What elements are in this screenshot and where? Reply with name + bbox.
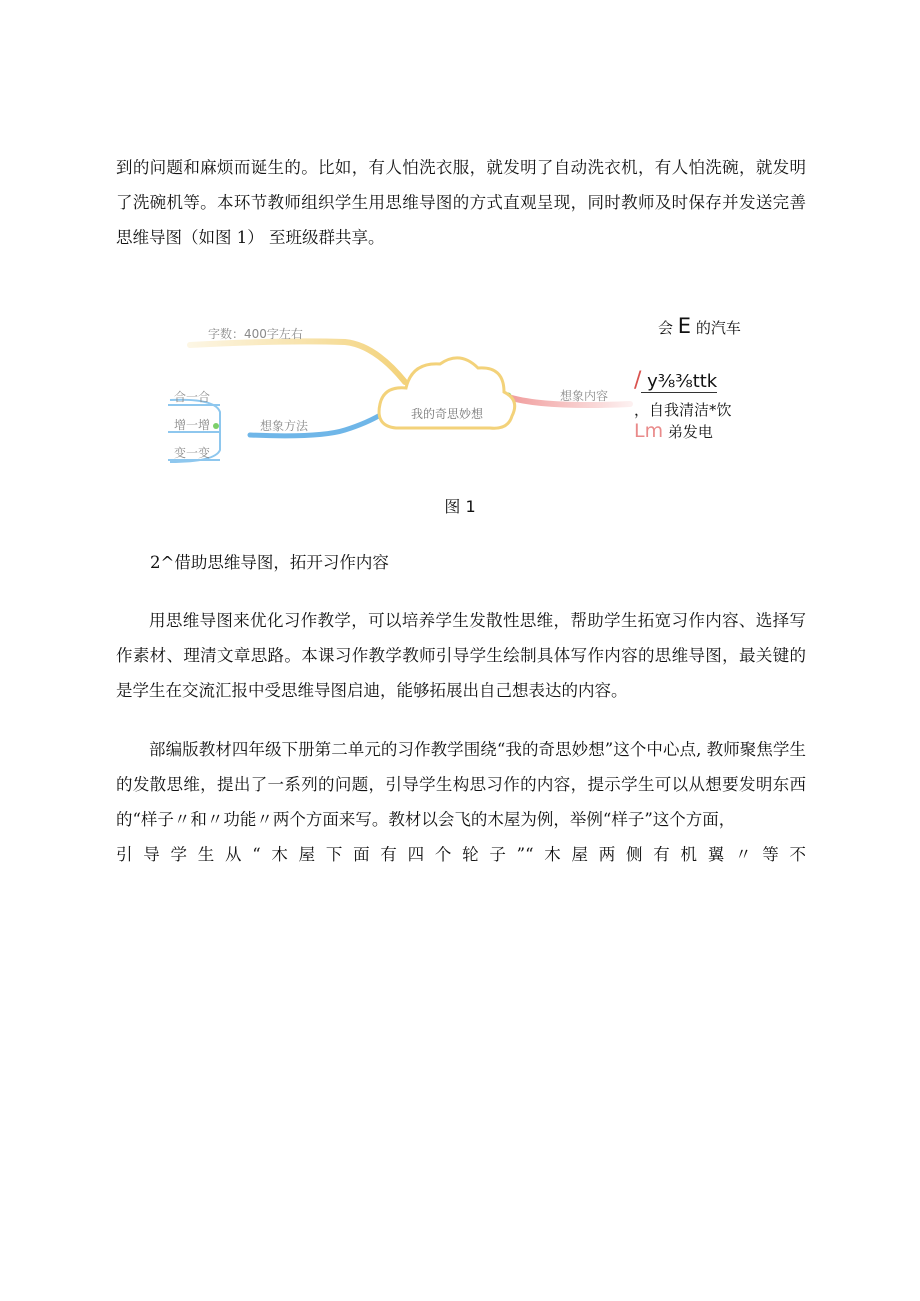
figure-caption: 图 1 — [444, 497, 476, 516]
side-note-line-1 — [658, 314, 741, 338]
mindmap-left-branch-text: 想象方法 — [260, 419, 309, 433]
side-note-line-3: ，自我清洁*饮 — [634, 401, 732, 419]
mindmap-top-branch-text: 字数：400字左右 — [208, 327, 303, 341]
side-note-line-2 — [634, 368, 717, 393]
mindmap-right-branch-text: 想象内容 — [560, 389, 609, 403]
side-note-1a: 会 — [658, 319, 674, 337]
paragraph-3-main: 部编版教材四年级下册第二单元的习作教学围绕“我的奇思妙想”这个中心点, 教师聚焦学生的发散思维，提出了一系列的问题，引导学生构思习作的内容，提示学生可以从想要发明东西的“样子〃和〃功能〃两个方面来写。教材以会飞的木屋为例，举例“样子”这个方面， — [116, 740, 806, 829]
side-note-2b: y⅜⅜ttk — [641, 371, 718, 392]
side-note-4a: Lm — [634, 420, 664, 442]
paragraph-1: 到的问题和麻烦而诞生的。比如，有人怕洗衣服，就发明了自动洗衣机，有人怕洗碗，就发明了洗碗机等。本环节教师组织学生用思维导图的方式直观呈现，同时教师及时保存并发送完善思维导图（如图 1） 至班级群共享。 — [116, 158, 806, 247]
paragraph-3-last-line: 引导学生从“木屋下面有四个轮子”“木屋两侧有机翼〃等不 — [116, 845, 806, 864]
mindmap-left-child-2: 增一增 — [174, 418, 211, 432]
top-branch-line — [190, 341, 405, 382]
mindmap-center-text: 我的奇思妙想 — [410, 407, 484, 421]
side-note-2a: / — [634, 368, 642, 393]
mindmap-left-child-1: 合一合 — [174, 390, 211, 404]
paragraph-3 — [116, 732, 806, 872]
mindmap-left-child-3: 变一变 — [174, 446, 211, 460]
left-joint-dot — [213, 423, 219, 429]
side-note-1c: 的汽车 — [695, 319, 741, 337]
side-note-4b: 弟发电 — [663, 423, 713, 441]
mind-map-figure — [160, 300, 760, 480]
paragraph-2: 用思维导图来优化习作教学，可以培养学生发散性思维，帮助学生拓宽习作内容、选择写作素材、理清文章思路。本课习作教学教师引导学生绘制具体写作内容的思维导图，最关键的是学生在交流汇报中受思维导图启迪，能够拓展出自己想表达的内容。 — [116, 611, 806, 700]
section-heading: 2^借助思维导图，拓开习作内容 — [150, 553, 389, 572]
side-note-line-4 — [634, 420, 713, 442]
side-note-1b: E — [677, 314, 692, 338]
